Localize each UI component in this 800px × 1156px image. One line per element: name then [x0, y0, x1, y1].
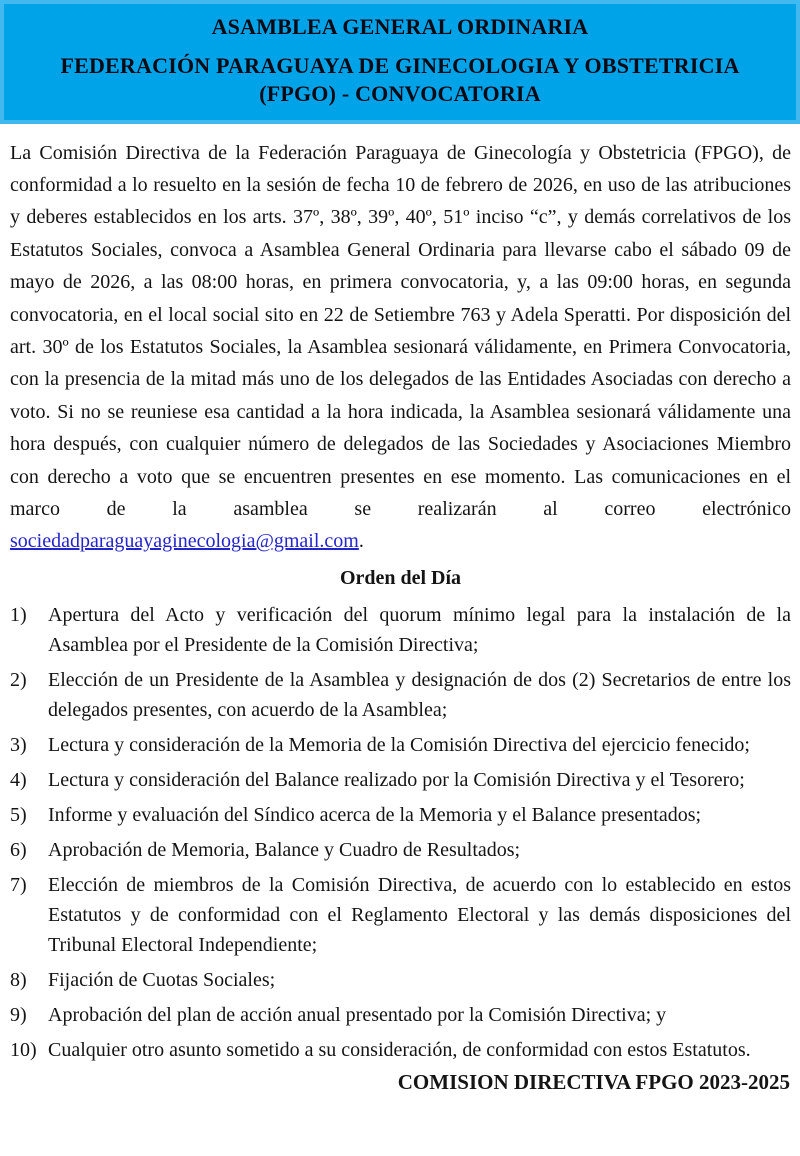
convocation-paragraph	[10, 137, 791, 558]
agenda-item-text: Aprobación del plan de acción anual presentado por la Comisión Directiva; y	[48, 1003, 667, 1026]
agenda-item-text: Lectura y consideración del Balance realizado por la Comisión Directiva y el Tesorero;	[48, 768, 745, 791]
agenda-item-number: 7)	[10, 873, 27, 896]
agenda-item-text: Elección de miembros de la Comisión Directiva, de acuerdo con lo establecido en estos Estatutos y de conformidad con el Reglamento Electoral y las demás disposiciones del Tribunal Electoral Independiente;	[48, 873, 791, 956]
agenda-item	[10, 600, 791, 660]
agenda-item-number: 4)	[10, 768, 27, 791]
agenda-item-text: Lectura y consideración de la Memoria de la Comisión Directiva del ejercicio fenecido;	[48, 733, 750, 756]
agenda-item-number: 3)	[10, 733, 27, 756]
agenda-item	[10, 730, 791, 760]
agenda-item-number: 5)	[10, 803, 27, 826]
federation-title: FEDERACIÓN PARAGUAYA DE GINECOLOGIA Y OBSTETRICIA	[60, 52, 740, 78]
agenda-item-number: 8)	[10, 968, 27, 991]
agenda-heading: Orden del Día	[339, 566, 462, 589]
agenda-item	[10, 965, 791, 995]
convocatoria-subtitle: (FPGO) - CONVOCATORIA	[259, 81, 541, 107]
agenda-item-text: Fijación de Cuotas Sociales;	[48, 968, 276, 991]
agenda-item-number: 2)	[10, 668, 27, 691]
agenda-item-number: 1)	[10, 603, 27, 626]
agenda-item-text: Elección de un Presidente de la Asamblea y designación de dos (2) Secretarios de entre los delegados presentes, con acuerdo de la Asamblea;	[48, 668, 791, 721]
agenda-item-number: 10)	[10, 1038, 37, 1061]
agenda-item	[10, 870, 791, 960]
agenda-item-text: Cualquier otro asunto sometido a su consideración, de conformidad con estos Estatutos.	[48, 1038, 751, 1061]
assembly-title: ASAMBLEA GENERAL ORDINARIA	[211, 14, 589, 39]
agenda-item-text: Aprobación de Memoria, Balance y Cuadro de Resultados;	[48, 838, 521, 861]
agenda-item-number: 6)	[10, 838, 27, 861]
sentence-period: .	[358, 530, 364, 553]
signature-line: COMISION DIRECTIVA FPGO 2023-2025	[397, 1069, 790, 1094]
email-link[interactable]: sociedadparaguayaginecologia@gmail.com	[10, 530, 359, 553]
agenda-item-text: Informe y evaluación del Síndico acerca de la Memoria y el Balance presentados;	[48, 803, 702, 826]
agenda-item	[10, 1000, 791, 1030]
agenda-item	[10, 1035, 791, 1065]
document-body	[0, 124, 800, 1095]
agenda-item	[10, 665, 791, 725]
agenda-item	[10, 800, 791, 830]
header-banner	[0, 0, 800, 124]
agenda-item-text: Apertura del Acto y verificación del quorum mínimo legal para la instalación de la Asamblea por el Presidente de la Comisión Directiva;	[48, 603, 791, 656]
agenda-item-number: 9)	[10, 1003, 27, 1026]
agenda-list	[10, 600, 791, 1065]
convocation-text: La Comisión Directiva de la Federación Paraguaya de Ginecología y Obstetricia (FPGO), de conformidad a lo resuelto en la sesión de fecha 10 de febrero de 2026, en uso de las atribuciones y deberes establecidos en los arts. 37º, 38º, 39º, 40º, 51º inciso “c”, y demás correlativos de los Estatutos Sociales, convoca a Asamblea General Ordinaria para llevarse cabo el sábado 09 de mayo de 2026, a las 08:00 horas, en primera convocatoria, y, a las 09:00 horas, en segunda convocatoria, en el local social sito en 22 de Setiembre 763 y Adela Speratti. Por disposición del art. 30º de los Estatutos Sociales, la Asamblea sesionará válidamente, en Primera Convocatoria, con la presencia de la mitad más uno de los delegados de las Entidades Asociadas con derecho a voto. Si no se reuniese esa cantidad a la hora indicada, la Asamblea sesionará válidamente una hora después, con cualquier número de delegados de las Sociedades y Asociaciones Miembro con derecho a voto que se encuentren presentes en ese momento. Las comunicaciones en el marco de la asamblea se realizarán al correo electrónico	[10, 141, 791, 520]
agenda-item	[10, 765, 791, 795]
agenda-item	[10, 835, 791, 865]
